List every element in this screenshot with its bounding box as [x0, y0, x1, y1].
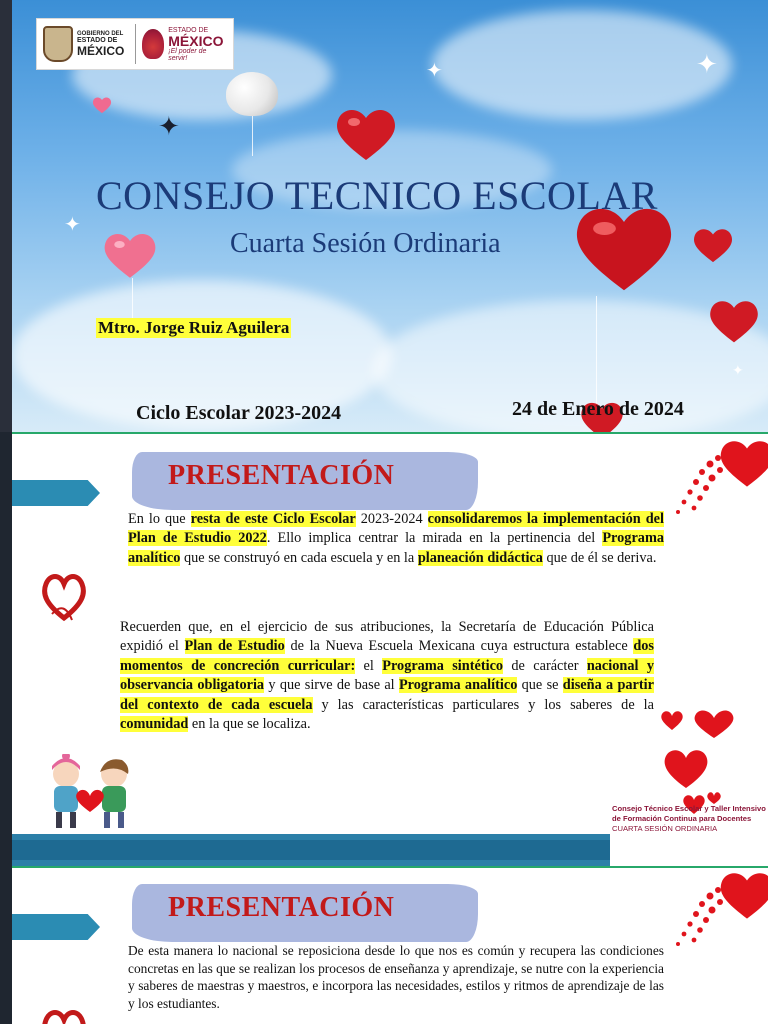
presentation-slide-2 [0, 866, 768, 1024]
coat-of-arms-icon [43, 26, 73, 62]
divider [12, 432, 768, 434]
slide-heading: PRESENTACIÓN [168, 460, 395, 491]
text-run: y que sirve de base al [264, 677, 399, 694]
cover-slide [0, 0, 768, 432]
scattered-hearts-icon [668, 884, 728, 950]
text-run: de carácter [503, 657, 587, 674]
highlighted-text: Programa analítico [128, 530, 664, 566]
cloud [432, 10, 732, 120]
footer-line2: de Formación Continua para Docentes [612, 814, 752, 823]
cover-subtitle: Cuarta Sesión Ordinaria [230, 228, 501, 259]
footer-caption [612, 804, 768, 834]
text-run: en la que se localiza. [188, 716, 311, 733]
tab-arrow-decoration [12, 914, 100, 940]
gobierno-logo [43, 24, 136, 64]
tab-arrow-decoration [12, 480, 100, 506]
gob-line2: ESTADO DE [77, 37, 118, 45]
sparkle-icon: ✦ [426, 58, 443, 82]
highlighted-text: planeación didáctica [417, 549, 543, 566]
highlighted-text: nacional y observancia obligatoria [120, 657, 654, 694]
sparkle-icon: ✦ [732, 363, 744, 379]
gob-line1: GOBIERNO DEL [77, 30, 124, 37]
highlighted-text: Programa analítico [398, 677, 518, 694]
author-name: Mtro. Jorge Ruiz Aguilera [98, 318, 290, 337]
edomex-flame-icon [142, 29, 164, 59]
hearts-cluster-icon [656, 708, 736, 818]
pink-heart-small [92, 96, 112, 114]
highlighted-text: dos momentos de concreción curricular: [120, 638, 654, 674]
highlighted-text: Programa sintético [382, 657, 504, 674]
edo-line2: MÉXICO [168, 32, 224, 49]
sparkle-icon: ✦ [696, 50, 718, 80]
kids-with-heart-illustration [36, 754, 148, 834]
footer-line3: CUARTA SESIÓN ORDINARIA [612, 824, 718, 833]
text-run: . Ello implica centrar la mirada en la pertinencia del [266, 530, 603, 547]
cover-title: CONSEJO TECNICO ESCOLAR [96, 173, 658, 218]
text-run: de la Nueva Escuela Mexicana cuya estructura establece [284, 638, 634, 655]
highlighted-text: consolidaremos la implementación del Plan de Estudio 2022 [128, 511, 664, 547]
pink-heart-balloon [102, 230, 158, 280]
edo-slogan: ¡El poder de servir! [168, 47, 207, 62]
outline-heart-icon [42, 570, 86, 622]
text-run: que de él se deriva. [542, 549, 657, 566]
edo-line1: ESTADO DE [168, 26, 209, 34]
red-heart-balloon [334, 106, 398, 162]
presentation-slide-1 [0, 432, 768, 866]
edomex-logo [136, 27, 227, 62]
gob-line3: MÉXICO [77, 43, 125, 58]
paragraph-1: De esta manera lo nacional se reposiciona desde lo que nos es común y recupera las condiciones concretas en las que se realizan los procesos de enseñanza y aprendizaje, se nutre con la experiencia y saberes de maestras y maestros, e incorpora las necesidades, estilos y ritmos de aprendizaje de las y los estudiantes. [128, 943, 664, 1011]
outline-heart-icon [42, 1006, 86, 1024]
highlighted-text: Plan de Estudio [184, 638, 285, 655]
text-run: el [355, 657, 383, 674]
divider [12, 866, 768, 868]
sparkle-icon: ✦ [64, 212, 81, 236]
sparkle-icon: ✦ [158, 112, 180, 142]
red-heart-balloon [692, 226, 734, 264]
paragraph-1 [128, 510, 664, 568]
session-date: 24 de Enero de 2024 [512, 398, 684, 420]
text-run: 2023-2024 [355, 511, 428, 527]
text-run: que se [517, 677, 563, 694]
footer-bar [12, 834, 610, 866]
text-run: Recuerden que, en el ejercicio de sus atribuciones, la Secretaría de Educación Pública expidió el [120, 619, 654, 655]
highlighted-text: comunidad [120, 716, 189, 733]
highlighted-text: diseña a partir del contexto de cada escuela [120, 677, 654, 713]
text-run: y las características particulares y los saberes de la [312, 696, 654, 713]
slide-heading: PRESENTACIÓN [168, 892, 395, 923]
school-cycle: Ciclo Escolar 2023-2024 [136, 402, 342, 424]
white-balloon [226, 72, 278, 116]
paragraph-2 [120, 618, 654, 734]
red-heart-balloon [706, 298, 762, 344]
scattered-hearts-icon [668, 452, 728, 518]
government-logos [36, 18, 234, 70]
balloon-string [252, 116, 253, 156]
balloon-string [596, 296, 597, 406]
text-run: En lo que [128, 511, 191, 527]
footer-line1: Consejo Técnico Escolar y Taller Intensivo [612, 804, 766, 813]
text-run: que se construyó en cada escuela y en la [180, 549, 418, 566]
highlighted-text: resta de este Ciclo Escolar [190, 511, 356, 527]
